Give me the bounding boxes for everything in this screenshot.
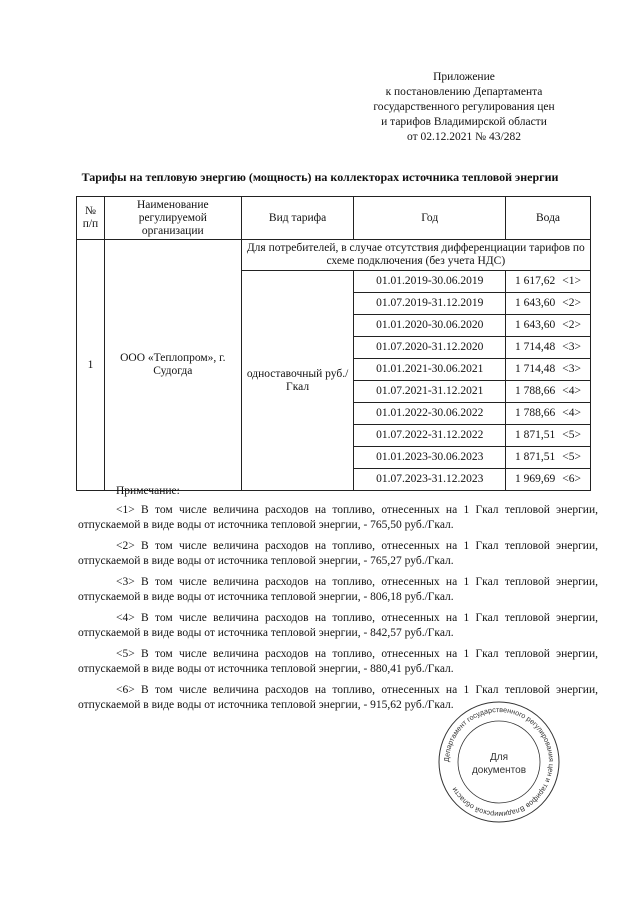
header-year: Год: [354, 197, 506, 240]
note-item: <6> В том числе величина расходов на топливо, отнесенных на 1 Гкал тепловой энергии, отпускаемой в виде воды от источника тепловой энергии, - 915,62 руб./Гкал.: [78, 684, 598, 711]
appendix-line: Приложение: [433, 71, 495, 83]
cell-value: [506, 359, 591, 381]
cell-value: [506, 337, 591, 359]
notes-heading: Примечание:: [116, 485, 180, 497]
value-note: <1>: [562, 275, 581, 287]
header-water: Вода: [506, 197, 591, 240]
cell-period: 01.07.2022-31.12.2022: [354, 425, 506, 447]
cell-org: ООО «Теплопром», г. Судогда: [104, 240, 241, 491]
value-note: <3>: [562, 363, 581, 375]
notes-section: [78, 484, 598, 719]
cell-tariff-type: одноставочный руб./Гкал: [241, 271, 354, 491]
cell-num: 1: [77, 240, 105, 491]
value-number: 1 788,66: [515, 385, 556, 397]
value-number: 1 714,48: [515, 341, 556, 353]
note-item: <3> В том числе величина расходов на топливо, отнесенных на 1 Гкал тепловой энергии, отпускаемой в виде воды от источника тепловой энергии, - 806,18 руб./Гкал.: [78, 576, 598, 603]
value-number: 1 643,60: [515, 297, 556, 309]
cell-subheader: Для потребителей, в случае отсутствия дифференциации тарифов по схеме подключения (без учета НДС): [241, 240, 590, 271]
stamp-center-line: документов: [471, 765, 527, 776]
cell-period: 01.01.2019-30.06.2019: [354, 271, 506, 293]
header-type: Вид тарифа: [241, 197, 354, 240]
cell-value: [506, 271, 591, 293]
appendix-line: от 02.12.2021 № 43/282: [407, 131, 521, 143]
cell-value: [506, 381, 591, 403]
header-org: Наименование регулируемой организации: [104, 197, 241, 240]
value-number: 1 643,60: [515, 319, 556, 331]
cell-period: 01.07.2021-31.12.2021: [354, 381, 506, 403]
appendix-line: и тарифов Владимирской области: [381, 116, 547, 128]
value-number: 1 714,48: [515, 363, 556, 375]
cell-value: [506, 315, 591, 337]
value-note: <5>: [562, 429, 581, 441]
value-note: <4>: [562, 407, 581, 419]
cell-period: 01.07.2019-31.12.2019: [354, 293, 506, 315]
value-note: <3>: [562, 341, 581, 353]
value-number: 1 969,69: [515, 473, 556, 485]
cell-value: [506, 403, 591, 425]
note-item: <1> В том числе величина расходов на топливо, отнесенных на 1 Гкал тепловой энергии, отпускаемой в виде воды от источника тепловой энергии, - 765,50 руб./Гкал.: [78, 504, 598, 531]
appendix-line: к постановлению Департамента: [385, 86, 543, 98]
document-title: Тарифы на тепловую энергию (мощность) на коллекторах источника тепловой энергии: [81, 170, 559, 184]
cell-value: [506, 425, 591, 447]
cell-period: 01.01.2023-30.06.2023: [354, 447, 506, 469]
cell-value: [506, 447, 591, 469]
cell-period: 01.01.2022-30.06.2022: [354, 403, 506, 425]
stamp-center-line: Для: [489, 752, 509, 763]
value-note: <5>: [562, 451, 581, 463]
value-note: <2>: [562, 319, 581, 331]
value-number: 1 871,51: [515, 429, 556, 441]
cell-period: 01.01.2020-30.06.2020: [354, 315, 506, 337]
stamp-ring-text: Департамент государственного регулирования цен и тарифов Владимирской области: [441, 704, 557, 820]
note-item: <2> В том числе величина расходов на топливо, отнесенных на 1 Гкал тепловой энергии, отпускаемой в виде воды от источника тепловой энергии, - 765,27 руб./Гкал.: [78, 540, 598, 567]
appendix-line: государственного регулирования цен: [373, 101, 555, 113]
value-number: 1 617,62: [515, 275, 556, 287]
cell-period: 01.07.2023-31.12.2023: [354, 469, 506, 491]
cell-value: [506, 293, 591, 315]
appendix-block: [344, 70, 584, 145]
value-number: 1 871,51: [515, 451, 556, 463]
value-number: 1 788,66: [515, 407, 556, 419]
table-subheader-row: [77, 240, 591, 271]
cell-period: 01.07.2020-31.12.2020: [354, 337, 506, 359]
value-note: <2>: [562, 297, 581, 309]
table-header-row: [77, 197, 591, 240]
note-item: <4> В том числе величина расходов на топливо, отнесенных на 1 Гкал тепловой энергии, отпускаемой в виде воды от источника тепловой энергии, - 842,57 руб./Гкал.: [78, 612, 598, 639]
value-note: <6>: [562, 473, 581, 485]
cell-period: 01.01.2021-30.06.2021: [354, 359, 506, 381]
document-stamp: [437, 700, 561, 824]
note-item: <5> В том числе величина расходов на топливо, отнесенных на 1 Гкал тепловой энергии, отпускаемой в виде воды от источника тепловой энергии, - 880,41 руб./Гкал.: [78, 648, 598, 675]
value-note: <4>: [562, 385, 581, 397]
header-num: № п/п: [77, 197, 105, 240]
tariff-table: [76, 196, 591, 491]
